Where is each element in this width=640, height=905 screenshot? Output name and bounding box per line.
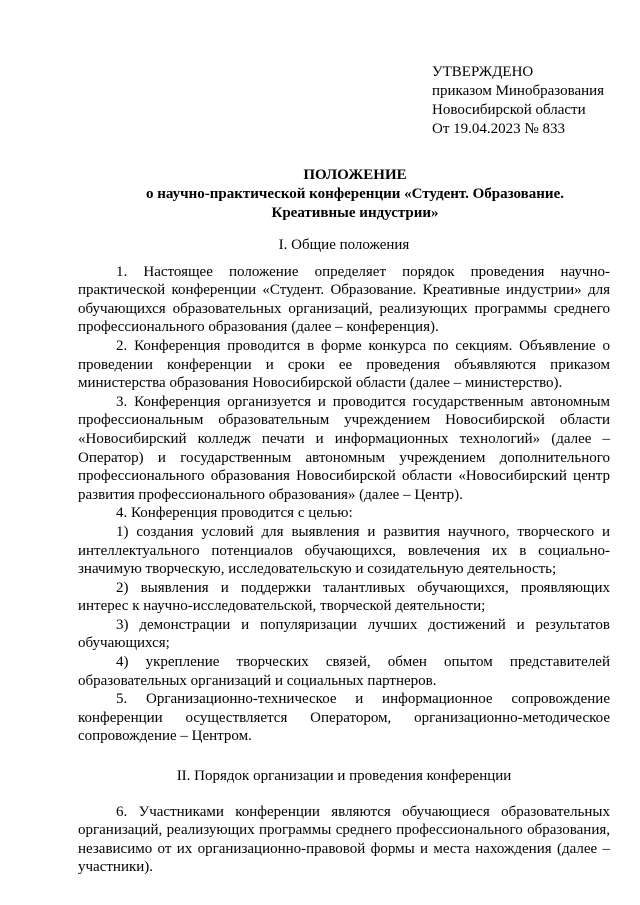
paragraph-2: 2. Конференция проводится в форме конкурса по секциям. Объявление о проведении конференции и сроки ее проведения объявляются приказом министерства образования Новосибирской области (далее – министерство). [78, 337, 610, 392]
paragraph-5: 5. Организационно-техническое и информационное сопровождение конференции осуществляется Оператором, организационно-методическое сопровождение – Центром. [78, 691, 610, 745]
paragraph-4: 4. Конференция проводится с целью: [116, 505, 353, 522]
paragraph-1: 1. Настоящее положение определяет порядок проведения научно-практической конференции «Студент. Образование. Креативные индустрии» для обучающихся образовательных организаций, реализующих программы среднего профессионального образования (далее – конференция). [78, 263, 610, 336]
title-line-2: о научно-практической конференции «Студент. Образование. [146, 186, 564, 202]
section-heading-procedure: II. Порядок организации и проведения конференции [176, 768, 512, 785]
paragraph-3: 3. Конференция организуется и проводится государственным автономным профессиональным образовательным учреждением Новосибирской области «Новосибирский колледж печати и информационных технологий» (далее – Оператор) и государственным автономным учреждением дополнительного профессионального образования Новосибирской области «Новосибирский центр развития профессионального образования» (далее – Центр). [78, 393, 610, 503]
approval-line-2: приказом Минобразования [432, 83, 605, 99]
section-heading-general: I. Общие положения [278, 237, 410, 253]
document-body [78, 236, 610, 877]
approval-line-1: УТВЕРЖДЕНО [432, 64, 534, 80]
document-title [70, 166, 640, 223]
approval-line-4: От 19.04.2023 № 833 [432, 121, 565, 137]
paragraph-4-item-1: 1) создания условий для выявления и развития научного, творческого и интеллектуального потенциалов обучающихся, вовлечения их в социально-значимую творческую, исследовательскую и созидательную деятельность; [78, 523, 610, 578]
title-line-3: Креативные индустрии» [271, 205, 439, 221]
paragraph-4-item-3: 3) демонстрации и популяризации лучших достижений и результатов обучающихся; [78, 616, 610, 652]
approval-line-3: Новосибирской области [432, 102, 586, 118]
paragraph-4-item-4: 4) укрепление творческих связей, обмен опытом представителей образовательных организаций и социальных партнеров. [78, 654, 610, 689]
approval-stamp [432, 63, 604, 139]
title-line-1: ПОЛОЖЕНИЕ [303, 167, 407, 183]
paragraph-4-item-2: 2) выявления и поддержки талантливых обучающихся, проявляющих интерес к научно-исследовательской, творческой деятельности; [78, 579, 610, 615]
paragraph-6: 6. Участниками конференции являются обучающиеся образовательных организаций, реализующих программы среднего профессионального образования, независимо от их организационно-правовой формы и места нахождения (далее – участники). [78, 803, 610, 876]
